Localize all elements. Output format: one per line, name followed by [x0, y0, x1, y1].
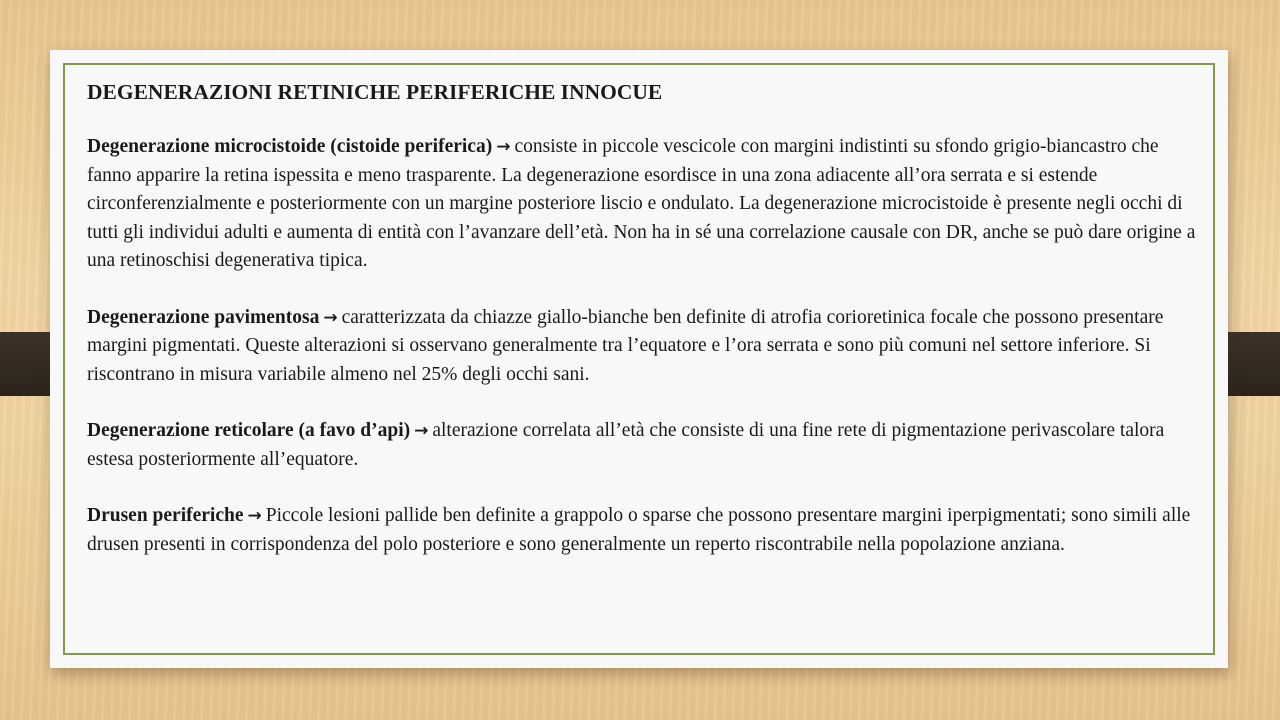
section-term: Degenerazione microcistoide (cistoide periferica) — [87, 136, 493, 157]
section-pavimentosa — [87, 304, 1197, 390]
arrow-right-icon: → — [414, 421, 429, 441]
section-reticolare — [87, 417, 1197, 474]
arrow-right-icon: → — [247, 506, 262, 526]
section-text: alterazione correlata all’età che consiste di una fine rete di pigmentazione perivascolare talora estesa posteriormente all’equatore. — [87, 420, 1165, 470]
arrow-right-icon: → — [496, 137, 511, 157]
section-term: Degenerazione pavimentosa — [87, 306, 320, 328]
section-term: Drusen periferiche — [87, 505, 244, 526]
slide-paper — [50, 50, 1228, 668]
slide-title: DEGENERAZIONI RETINICHE PERIFERICHE INNOCUE — [87, 80, 663, 104]
section-term: Degenerazione reticolare (a favo d’api) — [87, 420, 411, 441]
section-microcistoide — [87, 133, 1197, 276]
section-drusen — [87, 502, 1197, 559]
section-text: consiste in piccole vescicole con margini indistinti su sfondo grigio-biancastro che fanno apparire la retina ispessita e meno trasparente. La degenerazione esordisce in una zona adiacente all’ora serrata e si estende circonferenzialmente e posteriormente con un margine posteriore liscio e ondulato. La degenerazione microcistoide è presente negli occhi di tutti gli individui adulti e aumenta di entità con l’avanzare dell’età. Non ha in sé una correlazione causale con DR, anche se può dare origine a una retinoschisi degenerativa tipica. — [87, 136, 1196, 271]
slide-content — [87, 78, 1197, 587]
section-text: Piccole lesioni pallide ben definite a grappolo o sparse che possono presentare margini iperpigmentati; sono simili alle drusen presenti in corrispondenza del polo posteriore e sono generalmente un reperto riscontrabile nella popolazione anziana. — [87, 505, 1191, 555]
section-text: caratterizzata da chiazze giallo-bianche ben definite di atrofia corioretinica focale che possono presentare margini pigmentati. Queste alterazioni si osservano generalmente tra l’equatore e l’ora serrata e sono più comuni nel settore inferiore. Si riscontrano in misura variabile almeno nel 25% degli occhi sani. — [87, 306, 1164, 385]
arrow-right-icon: → — [323, 307, 338, 328]
